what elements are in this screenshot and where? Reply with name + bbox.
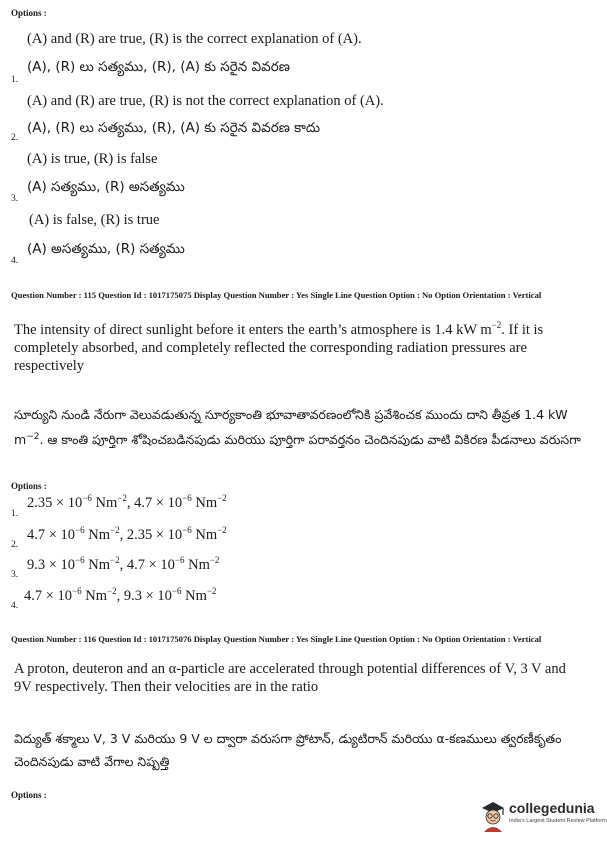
question-116-header: Question Number : 116 Question Id : 1017175076 Display Question Number : Yes Single Line Question Option : No Option Orientation : Vertical xyxy=(11,634,542,644)
question-115-header: Question Number : 115 Question Id : 1017175075 Display Question Number : Yes Single Line Question Option : No Option Orientation : Vertical xyxy=(11,290,542,300)
logo-tagline: India's Largest Student Review Platform xyxy=(509,818,607,824)
option-2-number: 2. xyxy=(11,133,19,143)
option-4-number: 4. xyxy=(11,256,19,266)
question-116-text-english: A proton, deuteron and an α-particle are accelerated through potential differences of V, 3 V and 9V respectively. Then their velocities are in the ratio xyxy=(14,661,566,695)
student-mascot-icon xyxy=(478,796,508,832)
option-4-number: 4. xyxy=(11,601,19,611)
option-3-number: 3. xyxy=(11,194,19,204)
question-115-text-telugu: సూర్యుని నుండి నేరుగా వెలువడుతున్న సూర్యకాంతి భూవాతావరణంలోనికి ప్రవేశించక ముందు దాని తీవ్రత 1.4 kW $m^{-2}$. ఆ కాంతి పూర్తిగా శోషించబడినపుడు మరియు పూర్తిగా పరావర్తనం చెందినపుడు వాటి వికిరణ పీడనాలు వరుసగా xyxy=(14,407,581,448)
option-2-telugu: (A), (R) లు సత్యము, (R), (A) కు సరైన వివరణ కాదు xyxy=(27,120,321,136)
options-label: Options : xyxy=(11,481,47,491)
option-2-number: 2. xyxy=(11,540,19,550)
options-label: Options : xyxy=(11,790,47,800)
option-1-text: $2.35 \times 10^{-6}$ $Nm^{-2}$, $4.7 \times 10^{-6}$ $Nm^{-2}$ xyxy=(27,493,227,511)
option-3-text: $9.3 \times 10^{-6}$ $Nm^{-2}$, $4.7 \times 10^{-6}$ $Nm^{-2}$ xyxy=(27,555,220,573)
option-1-english: (A) and (R) are true, (R) is the correct explanation of (A). xyxy=(27,31,362,47)
option-3-english: (A) is true, (R) is false xyxy=(27,151,158,167)
collegedunia-logo xyxy=(478,796,607,836)
option-1-number: 1. xyxy=(11,509,19,519)
logo-text: collegedunia xyxy=(509,800,595,816)
option-2-english: (A) and (R) are true, (R) is not the correct explanation of (A). xyxy=(27,93,384,109)
options-label: Options : xyxy=(11,8,47,18)
option-2-text: $4.7 \times 10^{-6}$ $Nm^{-2}$, $2.35 \times 10^{-6}$ $Nm^{-2}$ xyxy=(27,525,227,543)
question-115-text-english: The intensity of direct sunlight before it enters the earth’s atmosphere is 1.4 kW $m^{-2}$. If it is completely absorbed, and completely reflected the corresponding radiation pressures are respectively xyxy=(14,320,544,374)
option-3-number: 3. xyxy=(11,570,19,580)
option-1-telugu: (A), (R) లు సత్యము, (R), (A) కు సరైన వివరణ xyxy=(27,59,290,75)
option-3-telugu: (A) సత్యము, (R) అసత్యము xyxy=(27,179,185,195)
option-4-text: $4.7 \times 10^{-6}$ $Nm^{-2}$, $9.3 \times 10^{-6}$ $Nm^{-2}$ xyxy=(24,586,217,604)
option-1-number: 1. xyxy=(11,75,19,85)
question-116-text-telugu: విద్యుత్ శక్మాలు V, 3 V మరియు 9 V ల ద్వారా వరుసగా ప్రోటాన్, డ్యుటిరాన్ మరియు α-కణములు త్వరణీకృతం చెందినపుడు వాటి వేగాల నిష్పత్తి xyxy=(14,731,562,769)
option-4-english: (A) is false, (R) is true xyxy=(29,212,160,228)
option-4-telugu: (A) అసత్యము, (R) సత్యము xyxy=(27,241,185,257)
